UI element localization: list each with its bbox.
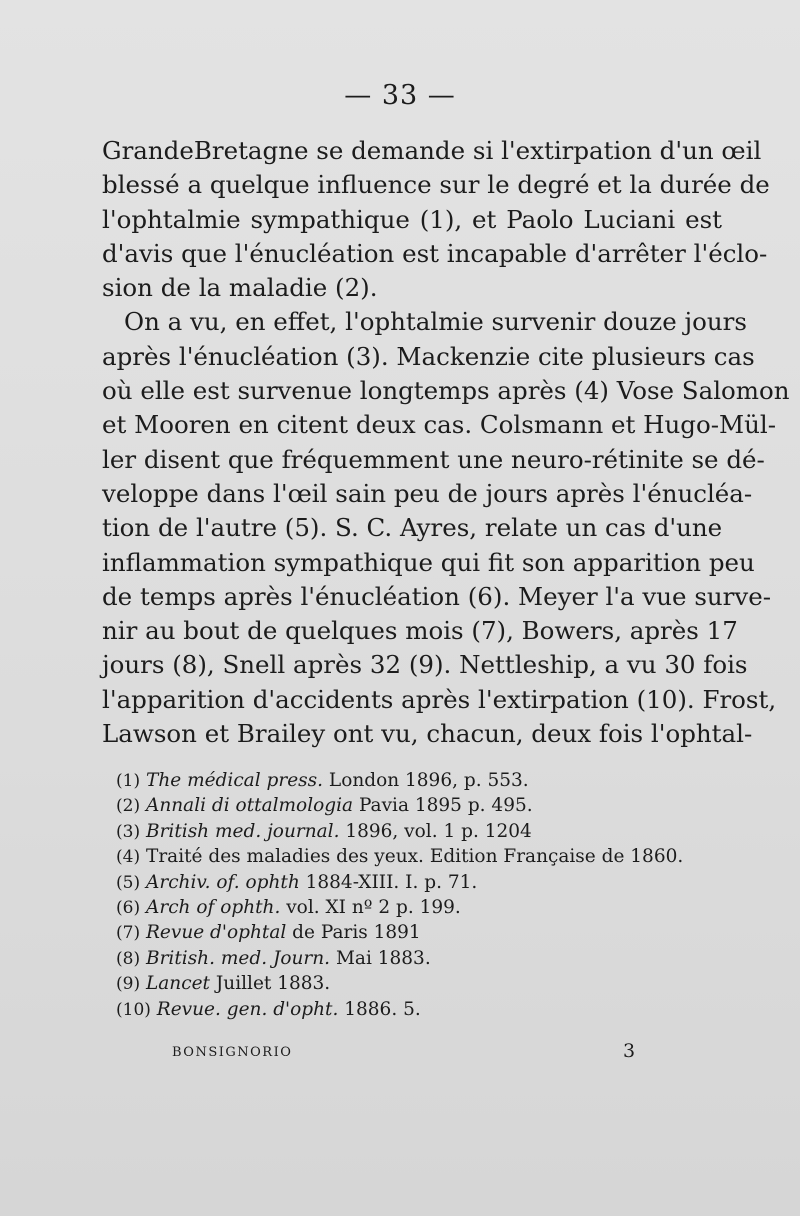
body-line: l'apparition d'accidents après l'extirpation (10). Frost, bbox=[102, 684, 777, 714]
body-line: jours (8), Snell après 32 (9). Nettleship, a vu 30 fois bbox=[102, 650, 748, 680]
footnote-number: (3) bbox=[116, 821, 141, 842]
body-line: inflammation sympathique qui fit son apparition peu bbox=[102, 547, 755, 577]
footnote-text: de Paris 1891 bbox=[292, 922, 421, 944]
footnote-title: British. med. Journ. bbox=[145, 947, 331, 969]
footnote bbox=[116, 971, 716, 996]
body-line: de temps après l'énucléation (6). Meyer l'a vue surve- bbox=[102, 581, 772, 611]
footnote-number: (6) bbox=[116, 897, 141, 918]
footnote-text: Mai 1883. bbox=[335, 947, 431, 969]
footnote-title: Arch of ophth. bbox=[145, 896, 281, 918]
signature-number: 3 bbox=[623, 1040, 636, 1062]
body-line: On a vu, en effet, l'ophtalmie survenir douze jours bbox=[124, 307, 747, 337]
footnote bbox=[116, 844, 716, 869]
body-line: d'avis que l'énucléation est incapable d'arrêter l'éclo- bbox=[102, 238, 768, 268]
footnote-number: (4) bbox=[116, 847, 141, 868]
body-line: Lawson et Brailey ont vu, chacun, deux fois l'ophtal- bbox=[102, 719, 753, 749]
page-number: — 33 — bbox=[344, 80, 456, 111]
footnote-number: (10) bbox=[116, 999, 151, 1020]
footnote-text: Juillet 1883. bbox=[215, 973, 331, 995]
body-line: l'ophtalmie sympathique (1), et Paolo Luciani est bbox=[102, 204, 722, 234]
body-line: après l'énucléation (3). Mackenzie cite plusieurs cas bbox=[102, 341, 755, 371]
footnote-title: Revue d'ophtal bbox=[145, 922, 287, 944]
footnote bbox=[116, 870, 716, 895]
footnote bbox=[116, 920, 716, 945]
body-line: veloppe dans l'œil sain peu de jours après l'énucléa- bbox=[102, 478, 753, 508]
body-line: nir au bout de quelques mois (7), Bowers, après 17 bbox=[102, 616, 738, 646]
footnote bbox=[116, 895, 716, 920]
footnote-text: Traité des maladies des yeux. Edition Française de 1860. bbox=[145, 846, 684, 868]
footnote-text: 1886. 5. bbox=[344, 998, 421, 1020]
footnote-number: (8) bbox=[116, 948, 141, 969]
footnotes bbox=[116, 768, 716, 1022]
footnote-number: (2) bbox=[116, 796, 141, 817]
footnote-title: British med. journal. bbox=[145, 820, 340, 842]
footnote bbox=[116, 819, 716, 844]
footnote-text: London 1896, p. 553. bbox=[328, 770, 529, 791]
footnote-title: Archiv. of. ophth bbox=[145, 871, 300, 893]
footnote-number: (5) bbox=[116, 872, 141, 893]
footnote-title: Revue. gen. d'opht. bbox=[156, 998, 339, 1020]
footnote bbox=[116, 946, 716, 971]
body-line: GrandeBretagne se demande si l'extirpation d'un œil bbox=[102, 136, 762, 165]
footnote-title: Lancet bbox=[145, 973, 210, 995]
footnote-number: (9) bbox=[116, 974, 141, 995]
body-line: ler disent que fréquemment une neuro-rétinite se dé- bbox=[102, 444, 765, 474]
footnote-text: 1896, vol. 1 p. 1204 bbox=[345, 820, 532, 842]
body-line: tion de l'autre (5). S. C. Ayres, relate un cas d'une bbox=[102, 513, 723, 543]
body-text bbox=[102, 134, 790, 751]
printer-signature: BONSIGNORIO bbox=[172, 1045, 293, 1060]
body-line: blessé a quelque influence sur le degré et la durée de bbox=[102, 170, 770, 200]
body-line: sion de la maladie (2). bbox=[102, 273, 378, 303]
footnote-title: The médical press. bbox=[145, 770, 324, 791]
footnote bbox=[116, 768, 716, 793]
footnote bbox=[116, 793, 716, 818]
footnote-text: Pavia 1895 p. 495. bbox=[358, 795, 533, 817]
footnote-text: vol. XI nº 2 p. 199. bbox=[286, 896, 461, 918]
footnote bbox=[116, 997, 716, 1022]
footnote-number: (1) bbox=[116, 771, 141, 791]
footnote-text: 1884-XIII. I. p. 71. bbox=[305, 871, 478, 893]
body-line: où elle est survenue longtemps après (4) Vose Salomon bbox=[102, 376, 790, 406]
body-line: et Mooren en citent deux cas. Colsmann et Hugo-Mül- bbox=[102, 410, 776, 440]
footnote-number: (7) bbox=[116, 923, 141, 944]
footnote-title: Annali di ottalmologia bbox=[145, 795, 354, 817]
